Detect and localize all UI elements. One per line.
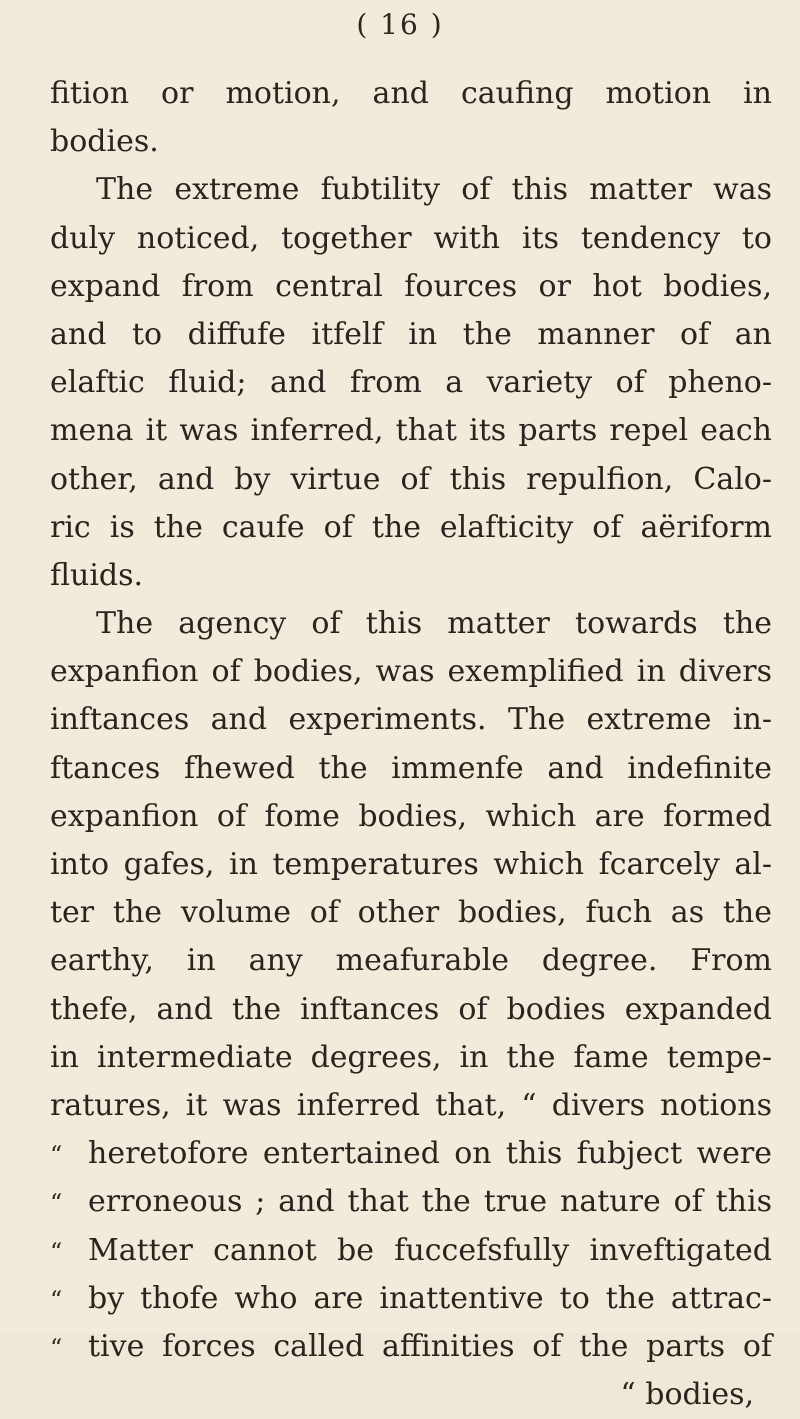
- quote-mark: “: [50, 1333, 63, 1362]
- quote-mark: “: [50, 1141, 63, 1170]
- text-line: duly noticed, together with its tendency to: [50, 220, 772, 256]
- paragraph-start-line: The extreme fubtility of this matter was: [96, 172, 772, 208]
- text-line: fluids.: [50, 557, 144, 593]
- quoted-text: by thofe who are inattentive to the attrac-: [88, 1280, 772, 1316]
- text-line: bodies.: [50, 124, 159, 160]
- quoted-text: erroneous ; and that the true nature of this: [88, 1184, 772, 1220]
- text-line: expanfion of bodies, was exemplified in divers: [50, 654, 772, 690]
- text-line: and to diffufe itfelf in the manner of an: [50, 316, 772, 352]
- text-line: ric is the caufe of the elafticity of aëriform: [50, 509, 772, 545]
- quoted-line: [50, 1275, 772, 1323]
- quoted-line: [50, 1178, 772, 1226]
- quote-mark: “: [50, 1237, 63, 1266]
- body-text: [50, 70, 772, 1419]
- quoted-text: tive forces called affinities of the parts of: [88, 1328, 772, 1364]
- quoted-text: heretofore entertained on this fubject were: [88, 1136, 772, 1172]
- text-line: thefe, and the inftances of bodies expanded: [50, 991, 772, 1027]
- quote-mark: “: [50, 1285, 63, 1314]
- quoted-line: [50, 1323, 772, 1371]
- quoted-text: Matter cannot be fuccefsfully inveftigated: [88, 1232, 772, 1268]
- text-line: ratures, it was inferred that, “ divers notions: [50, 1087, 772, 1123]
- quoted-line: [50, 1130, 772, 1178]
- page-number: ( 16 ): [356, 8, 444, 41]
- text-line: fition or motion, and caufing motion in: [50, 76, 772, 111]
- quoted-line: [50, 1227, 772, 1275]
- text-line: ter the volume of other bodies, fuch as the: [50, 895, 772, 931]
- text-line: earthy, in any meafurable degree. From: [50, 943, 772, 979]
- text-line: inftances and experiments. The extreme in-: [50, 702, 772, 738]
- text-line: ftances fhewed the immenfe and indefinite: [50, 750, 772, 786]
- text-line: in intermediate degrees, in the fame tempe-: [50, 1039, 772, 1075]
- text-line: elaftic fluid; and from a variety of pheno-: [50, 365, 772, 401]
- text-line: into gafes, in temperatures which fcarcely al-: [50, 847, 772, 882]
- catchword: “ bodies,: [620, 1377, 754, 1413]
- quote-mark: “: [50, 1189, 63, 1218]
- paragraph-start-line: The agency of this matter towards the: [96, 606, 772, 642]
- text-line: expand from central fources or hot bodies,: [50, 268, 772, 304]
- text-line: other, and by virtue of this repulfion, Calo-: [50, 461, 772, 497]
- text-line: expanfion of fome bodies, which are formed: [50, 798, 772, 834]
- text-line: mena it was inferred, that its parts repel each: [50, 413, 772, 449]
